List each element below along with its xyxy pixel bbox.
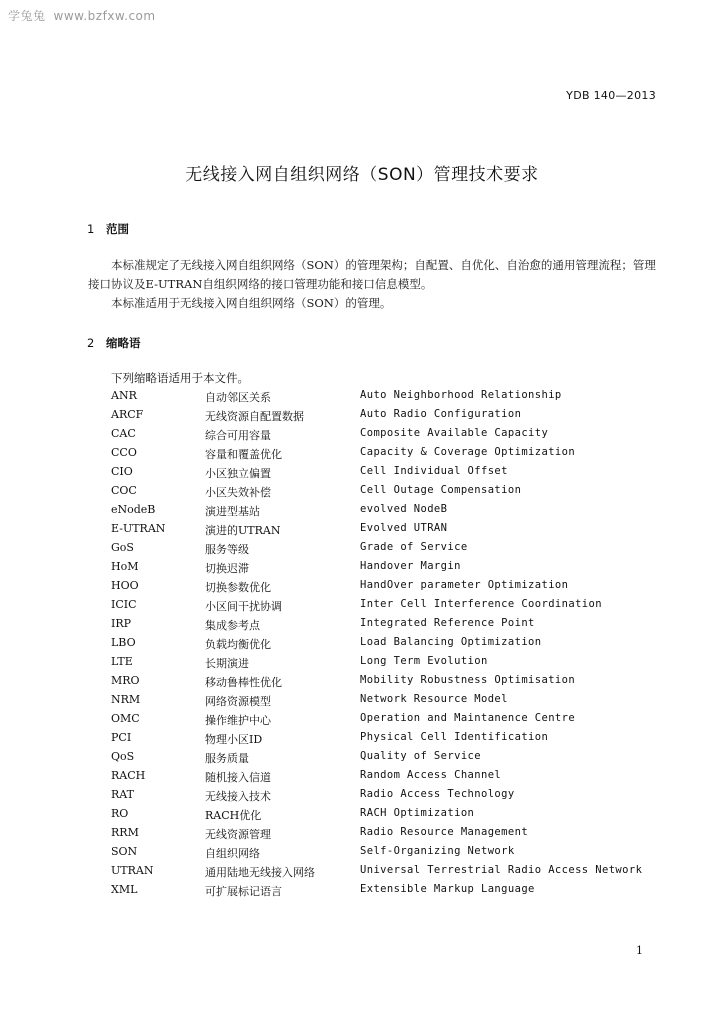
abbreviation-chinese: 无线资源管理 — [205, 828, 271, 841]
abbreviation-chinese: 演进的UTRAN — [205, 524, 281, 537]
abbreviation-chinese: 无线接入技术 — [205, 790, 271, 803]
abbreviation-row — [111, 598, 671, 617]
abbreviation-term: HoM — [111, 560, 139, 573]
abbreviation-chinese: RACH优化 — [205, 809, 262, 822]
abbreviation-row — [111, 636, 671, 655]
abbreviation-row — [111, 408, 671, 427]
abbreviation-row — [111, 674, 671, 693]
abbreviation-english: Universal Terrestrial Radio Access Network — [360, 864, 643, 876]
section-2-heading — [87, 335, 141, 351]
abbreviation-term: NRM — [111, 693, 141, 706]
abbreviation-chinese: 随机接入信道 — [205, 771, 271, 784]
abbreviation-row — [111, 617, 671, 636]
abbreviation-term: MRO — [111, 674, 140, 687]
abbreviation-row — [111, 560, 671, 579]
abbreviation-term: ARCF — [111, 408, 144, 421]
abbreviation-term: XML — [111, 883, 138, 896]
abbreviation-term: RAT — [111, 788, 134, 801]
abbreviation-chinese: 演进型基站 — [205, 505, 260, 518]
abbreviation-english: Grade of Service — [360, 541, 468, 553]
abbreviation-term: LBO — [111, 636, 136, 649]
abbreviation-chinese: 无线资源自配置数据 — [205, 410, 304, 423]
abbreviation-term: COC — [111, 484, 137, 497]
abbreviation-term: IRP — [111, 617, 132, 630]
abbreviation-chinese: 操作维护中心 — [205, 714, 271, 727]
abbreviation-chinese: 长期演进 — [205, 657, 249, 670]
abbreviation-term: ICIC — [111, 598, 137, 611]
abbreviation-chinese: 小区间干扰协调 — [205, 600, 282, 613]
page-number: 1 — [636, 944, 643, 957]
abbreviation-english: Composite Available Capacity — [360, 427, 549, 439]
abbreviation-english: Radio Access Technology — [360, 788, 515, 800]
watermark — [8, 7, 156, 24]
abbreviation-chinese: 小区失效补偿 — [205, 486, 271, 499]
abbreviation-term: ANR — [111, 389, 137, 402]
abbreviation-term: RRM — [111, 826, 139, 839]
abbreviation-english: Self-Organizing Network — [360, 845, 515, 857]
abbreviation-term: CAC — [111, 427, 136, 440]
abbreviation-chinese: 服务质量 — [205, 752, 249, 765]
abbreviation-english: evolved NodeB — [360, 503, 448, 515]
abbreviation-term: PCI — [111, 731, 132, 744]
abbreviation-chinese: 小区独立偏置 — [205, 467, 271, 480]
abbreviation-row — [111, 807, 671, 826]
abbreviation-chinese: 切换参数优化 — [205, 581, 271, 594]
abbreviation-english: Quality of Service — [360, 750, 481, 762]
standard-code: YDB 140—2013 — [566, 89, 656, 102]
abbreviation-term: CCO — [111, 446, 137, 459]
abbreviation-chinese: 自动邻区关系 — [205, 391, 271, 404]
abbreviation-english: Integrated Reference Point — [360, 617, 535, 629]
abbreviation-english: Inter Cell Interference Coordination — [360, 598, 602, 610]
abbreviation-english: Long Term Evolution — [360, 655, 488, 667]
abbreviation-row — [111, 579, 671, 598]
abbreviation-english: Auto Neighborhood Relationship — [360, 389, 562, 401]
abbreviation-chinese: 集成参考点 — [205, 619, 260, 632]
abbreviation-row — [111, 484, 671, 503]
abbreviation-row — [111, 503, 671, 522]
abbreviation-row — [111, 826, 671, 845]
document-title: 无线接入网自组织网络（SON）管理技术要求 — [185, 165, 539, 185]
abbreviation-term: UTRAN — [111, 864, 154, 877]
abbreviation-english: Random Access Channel — [360, 769, 502, 781]
abbreviation-term: OMC — [111, 712, 140, 725]
abbreviation-english: Operation and Maintanence Centre — [360, 712, 576, 724]
abbreviation-english: Mobility Robustness Optimisation — [360, 674, 576, 686]
abbreviation-english: Network Resource Model — [360, 693, 508, 705]
abbreviation-term: LTE — [111, 655, 133, 668]
abbreviation-row — [111, 446, 671, 465]
abbreviation-row — [111, 864, 671, 883]
abbreviation-row — [111, 522, 671, 541]
abbreviation-english: Cell Individual Offset — [360, 465, 508, 477]
abbreviation-english: Load Balancing Optimization — [360, 636, 542, 648]
section-2-title: 缩略语 — [106, 336, 141, 350]
abbreviation-row — [111, 712, 671, 731]
abbreviation-chinese: 服务等级 — [205, 543, 249, 556]
abbreviation-row — [111, 845, 671, 864]
section-1-number: 1 — [87, 222, 95, 236]
abbreviation-row — [111, 883, 671, 902]
abbreviation-chinese: 综合可用容量 — [205, 429, 271, 442]
abbreviation-row — [111, 750, 671, 769]
abbreviation-english: Extensible Markup Language — [360, 883, 535, 895]
abbreviation-term: RACH — [111, 769, 146, 782]
abbreviation-english: Physical Cell Identification — [360, 731, 549, 743]
abbreviation-term: RO — [111, 807, 129, 820]
abbreviation-english: Capacity & Coverage Optimization — [360, 446, 576, 458]
abbreviation-row — [111, 731, 671, 750]
abbreviation-term: GoS — [111, 541, 134, 554]
abbreviation-chinese: 负载均衡优化 — [205, 638, 271, 651]
abbreviation-chinese: 物理小区ID — [205, 733, 263, 746]
abbreviation-term: E-UTRAN — [111, 522, 166, 535]
watermark-url: www.bzfxw.com — [53, 9, 156, 23]
abbreviation-english: HandOver parameter Optimization — [360, 579, 569, 591]
abbreviation-term: SON — [111, 845, 138, 858]
abbreviation-english: Handover Margin — [360, 560, 461, 572]
scope-paragraph-2: 本标准适用于无线接入网自组织网络（SON）的管理。 — [111, 296, 392, 310]
abbreviation-chinese: 容量和覆盖优化 — [205, 448, 282, 461]
abbreviation-english: Cell Outage Compensation — [360, 484, 522, 496]
abbreviation-term: HOO — [111, 579, 139, 592]
abbreviation-english: Auto Radio Configuration — [360, 408, 522, 420]
section-2-number: 2 — [87, 336, 95, 350]
abbreviation-chinese: 网络资源模型 — [205, 695, 271, 708]
abbreviation-row — [111, 427, 671, 446]
section-1-heading — [87, 221, 129, 237]
abbreviation-term: QoS — [111, 750, 135, 763]
abbreviation-row — [111, 465, 671, 484]
abbreviation-chinese: 移动鲁棒性优化 — [205, 676, 282, 689]
abbreviation-row — [111, 389, 671, 408]
abbreviation-chinese: 自组织网络 — [205, 847, 260, 860]
abbreviation-row — [111, 655, 671, 674]
abbreviation-term: eNodeB — [111, 503, 156, 516]
abbreviation-english: RACH Optimization — [360, 807, 475, 819]
abbreviation-chinese: 可扩展标记语言 — [205, 885, 282, 898]
abbreviations-intro: 下列缩略语适用于本文件。 — [111, 371, 249, 385]
abbreviation-row — [111, 541, 671, 560]
section-1-title: 范围 — [106, 222, 129, 236]
abbreviation-chinese: 通用陆地无线接入网络 — [205, 866, 315, 879]
abbreviation-row — [111, 769, 671, 788]
abbreviation-term: CIO — [111, 465, 133, 478]
abbreviation-english: Radio Resource Management — [360, 826, 529, 838]
watermark-brand: 学兔兔 — [8, 9, 46, 23]
scope-paragraph-1: 本标准规定了无线接入网自组织网络（SON）的管理架构；自配置、自优化、自治愈的通用管理流程；管理接口协议及E-UTRAN自组织网络的接口管理功能和接口信息模型。 — [88, 258, 656, 291]
abbreviation-row — [111, 693, 671, 712]
abbreviation-chinese: 切换迟滞 — [205, 562, 249, 575]
abbreviation-english: Evolved UTRAN — [360, 522, 448, 534]
scope-text — [88, 256, 658, 313]
abbreviation-row — [111, 788, 671, 807]
abbreviations-list — [111, 389, 671, 902]
